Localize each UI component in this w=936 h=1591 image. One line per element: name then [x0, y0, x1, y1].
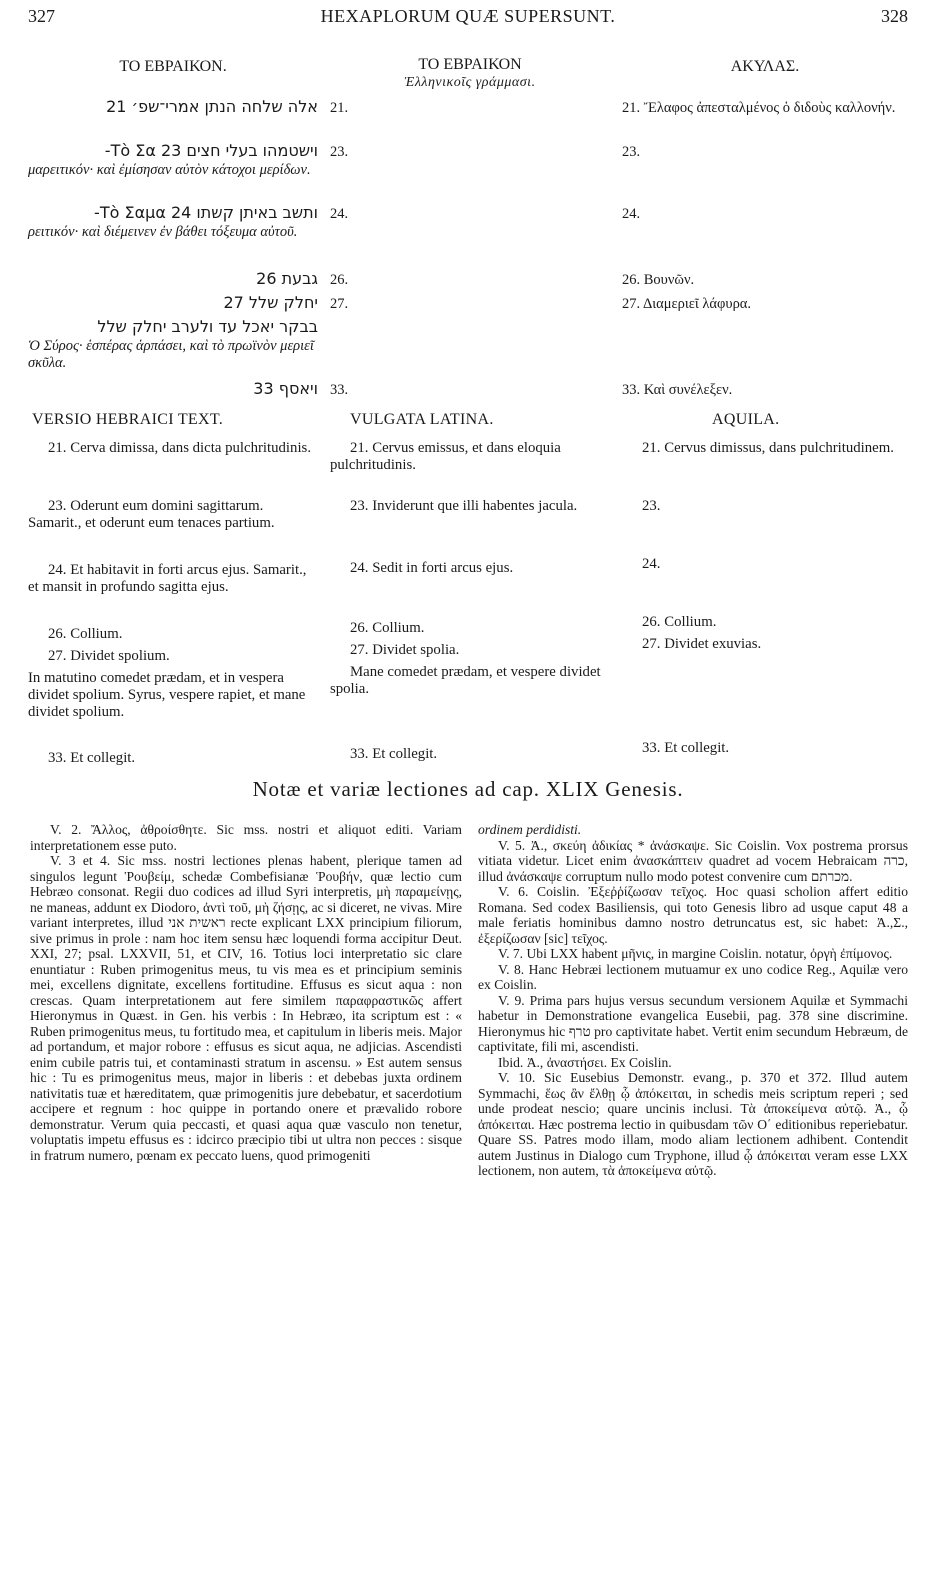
aquila-greek-verse: 24.	[622, 206, 641, 222]
note-paragraph: Ibid. Ἀ., ἀναστήσει. Ex Coislin.	[498, 1054, 672, 1070]
vulgata-verse: 23. Inviderunt que illi habentes jacula.	[350, 498, 578, 514]
samaritan-greek-text: ρειτικόν· καὶ διέμεινεν ἐν βάθει τόξευμα αὐτοῦ.	[28, 224, 298, 240]
hebrew-text: ותשב באיתן קשתו 24 Τὸ Σαμα-	[94, 203, 318, 222]
note-paragraph: V. 6. Coislin. Ἐξεῤῥίζωσαν τεῖχος. Hoc quasi scholion affert editio Romana. Sed codex Basiliensis, qui toto Genesis libro ad usque caput 48 a male feriatis hominibus damno nostro detruncatus est, sic habet: Ἀ.,Σ., ἐξερίζωσαν [sic] τεῖχος.	[478, 884, 908, 946]
hebrew-verse-23	[28, 140, 318, 179]
vulgata-verse: 21. Cervus emissus, et dans eloquia pulchritudinis.	[330, 440, 561, 473]
vulgata-verse: 33. Et collegit.	[350, 746, 438, 762]
aquila-latin-verse: 27. Dividet exuvias.	[642, 636, 762, 652]
versio-verse: 33. Et collegit.	[48, 750, 136, 766]
aquila-latin-verse: 23.	[642, 498, 661, 514]
vulgata-verse: Mane comedet prædam, et vespere dividet spolia.	[330, 664, 601, 697]
hebrew-greek-verse: 24.	[330, 206, 349, 222]
syriac-greek-text: Ὁ Σύρος· ἑσπέρας ἁρπάσει, καὶ τὸ πρωϊνὸν μεριεῖ σκῦλα.	[28, 338, 314, 371]
versio-verse: 21. Cerva dimissa, dans dicta pulchritudinis.	[48, 440, 312, 456]
note-paragraph: V. 10. Sic Eusebius Demonstr. evang., p. 370 et 372. Illud autem Symmachi, ἕως ἂν ἔλθῃ ᾧ ἀπόκειται, in schedis meis scriptum reperi ; sed unde prodeat nescio; quare uncinis inclusi. Τὰ ἀποκείμενα αὐτῷ. Ἀ., ᾧ ἀπόκειται. Hæc postrema lectio in quibusdam τῶν Ο΄ editionibus reperiebatur. Quare SS. Patres modo illam, modo aliam lectionem adhibent. Contendit autem Justinus in Dialogo cum Tryphone, illud ᾧ ἀπόκειται veram esse LXX lectionem, non autem, τὰ ἀποκείμενα αὐτῷ.	[478, 1070, 908, 1178]
hebrew-verse-21	[28, 96, 318, 118]
running-title: HEXAPLORUM QUÆ SUPERSUNT.	[320, 6, 616, 26]
note-paragraph: V. 5. Ἀ., σκεύη ἀδικίας * ἀνάσκαψε. Sic Coislin. Vox postrema prorsus vitiata videtur. Licet enim ἀνασκάπτειν quadret ad vocem Hebraicam כרה, illud ἀνάσκαψε corruptum nullo modo potest convenire cum מכרתם.	[478, 837, 908, 884]
hebrew-verse-26	[28, 268, 318, 290]
aquila-greek-verse: 27. Διαμεριεῖ λάφυρα.	[622, 296, 752, 312]
hebrew-greek-subtitle: Ἑλληνικοῖς γράμμασι.	[404, 75, 536, 90]
notes-right-column	[478, 822, 908, 1179]
hebrew-text: ויאסף 33	[253, 379, 318, 398]
vulgata-verse: 26. Collium.	[350, 620, 425, 636]
hebrew-verse-27-cont	[28, 316, 318, 371]
note-paragraph: ordinem perdidisti.	[478, 822, 582, 837]
hebrew-verse-24	[28, 202, 318, 241]
notes-left-column	[30, 822, 462, 1163]
hebrew-greek-verse: 21.	[330, 100, 349, 116]
hebrew-column-heading: ΤΟ ΕΒΡΑΙΚΟΝ.	[119, 58, 227, 75]
hebrew-text: גבעת 26	[256, 269, 318, 288]
vulgata-heading: VULGATA LATINA.	[350, 411, 494, 428]
note-paragraph: V. 9. Prima pars hujus versus secundum versionem Aquilæ et Symmachi habetur in Demonstratione evangelica Eusebii, pag. 378 sine discrimine. Hieronymus hic טרף pro captivitate habet. Vertit enim secundum Hebræum, de captivitate, fili mi, ascendisti.	[478, 992, 908, 1054]
versio-verse: In matutino comedet prædam, et in vespera dividet spolium. Syrus, vespere rapiet, et mane dividet spolium.	[28, 670, 306, 720]
versio-heading: VERSIO HEBRAICI TEXT.	[32, 411, 224, 428]
hebrew-greek-title: ΤΟ ΕΒΡΑΙΚΟΝ	[418, 56, 522, 73]
hebrew-text: בבקר יאכל עד ולערב יחלק שלל	[97, 317, 318, 336]
hebrew-greek-verse: 23.	[330, 144, 349, 160]
hebrew-verse-33	[28, 378, 318, 400]
aquila-greek-verse: 23.	[622, 144, 641, 160]
samaritan-greek-text: μαρειτικόν· καὶ ἐμίσησαν αὐτὸν κάτοχοι μερίδων.	[28, 162, 311, 178]
aquila-greek-verse: 26. Βουνῶν.	[622, 272, 695, 288]
running-head	[28, 6, 908, 32]
versio-verse: 23. Oderunt eum domini sagittarum. Samarit., et oderunt eum tenaces partium.	[28, 498, 275, 531]
aquila-latin-heading: AQUILA.	[712, 411, 780, 428]
hebrew-greek-verse: 33.	[330, 382, 349, 398]
hebrew-text: אלה שלחה הנתן אמרי־שפ׳ 21	[106, 97, 318, 116]
versio-verse: 24. Et habitavit in forti arcus ejus. Samarit., et mansit in profundo sagitta ejus.	[28, 562, 307, 595]
vulgata-verse: 27. Dividet spolia.	[350, 642, 460, 658]
notes-title: Notæ et variæ lectiones ad cap. XLIX Genesis.	[252, 777, 684, 801]
note-paragraph: V. 2. Ἄλλος, ἀθροίσθητε. Sic mss. nostri et aliquot editi. Variam interpretationem esse puto.	[30, 822, 462, 853]
aquila-latin-verse: 21. Cervus dimissus, dans pulchritudinem.	[642, 440, 894, 456]
note-paragraph: V. 8. Hanc Hebræi lectionem mutuamur ex uno codice Reg., Aquilæ vero ex Coislin.	[478, 961, 908, 992]
hebrew-text: יחלק שלל 27	[223, 293, 318, 312]
page-number-right: 328	[881, 6, 908, 26]
note-paragraph: V. 7. Ubi LXX habent μῆνις, in margine Coislin. notatur, ὀργὴ ἐπίμονος.	[498, 946, 893, 961]
hebrew-greek-column-heading	[330, 56, 610, 92]
aquila-latin-verse: 26. Collium.	[642, 614, 717, 630]
aquila-greek-verse: 33. Καὶ συνέλεξεν.	[622, 382, 733, 398]
vulgata-verse: 24. Sedit in forti arcus ejus.	[350, 560, 514, 576]
versio-verse: 26. Collium.	[48, 626, 123, 642]
hebrew-text: וישטמהו בעלי חצים 23 Τὸ Σα-	[104, 141, 318, 160]
aquila-column-heading: ΑΚΥΛΑΣ.	[730, 58, 800, 75]
aquila-greek-verse: 21. Ἔλαφος ἀπεσταλμένος ὁ διδοὺς καλλονήν.	[622, 100, 896, 116]
aquila-latin-verse: 24.	[642, 556, 661, 572]
versio-verse: 27. Dividet spolium.	[48, 648, 170, 664]
hebrew-verse-27	[28, 292, 318, 314]
hebrew-greek-verse: 26.	[330, 272, 349, 288]
page-number-left: 327	[28, 6, 55, 26]
aquila-latin-verse: 33. Et collegit.	[642, 740, 730, 756]
hebrew-greek-verse: 27.	[330, 296, 349, 312]
note-paragraph: V. 3 et 4. Sic mss. nostri lectiones plenas habent, plerique tamen ad singulos legunt Ῥουβείμ, schedæ Combefisianæ Ῥουβήν, quæ lectio cum Hebræo consonat. Regii duo codices ad illud Syri interpretis, μὴ παραμείνῃς, ne maneas, addunt ex Diodoro, ἀντὶ τοῦ, μὴ ζήσῃς, ac si diceret, ne vivas. Mire variant interpretes, illud ראשית אני recte explicant LXX principium filiorum, sive primus in prole : nam hoc item sensu hæc loquendi forma accipitur Deut. XXI, 27; psal. LXXVII, 51, et CIV, 16. Totius loci interpretatio sic clare enuntiatur : Ruben primogenitus meus, tu vis mea es et principium seminis mei, excellens dignitate, excellens fortitudine. Effusus es sicut aqua : non crescas. Quam interpretationem aut fere similem παραφραστικῶς affert Hieronymus in Quæst. in Gen. his verbis : In Hebræo, ita scriptum est : « Ruben primogenitus meus, tu fortitudo mea, et capitulum in liberis meis. Major ad portandum, et major robore : effusus es sicut aqua, ne adjicias. Ascendisti enim cubile patris tui, et contaminasti stratum in ascensu. » Est autem sensus hic : Tu es primogenitus meus, major in liberis : et debebas juxta ordinem nativitatis tuæ et hæreditatem, quæ primogenitis jure debebatur, et sacerdotium accipere et regnum : hoc quippe in portando onere et prævalido robore demonstratur. Verum quia peccasti, et quasi aqua quæ vasculo non tenetur, voluptatis impetu effusus es : idcirco præcipio tibi ut ultra non pecces : sisque in fratrum numero, pœnam ex peccato luens, quod primogeniti	[30, 853, 462, 1163]
